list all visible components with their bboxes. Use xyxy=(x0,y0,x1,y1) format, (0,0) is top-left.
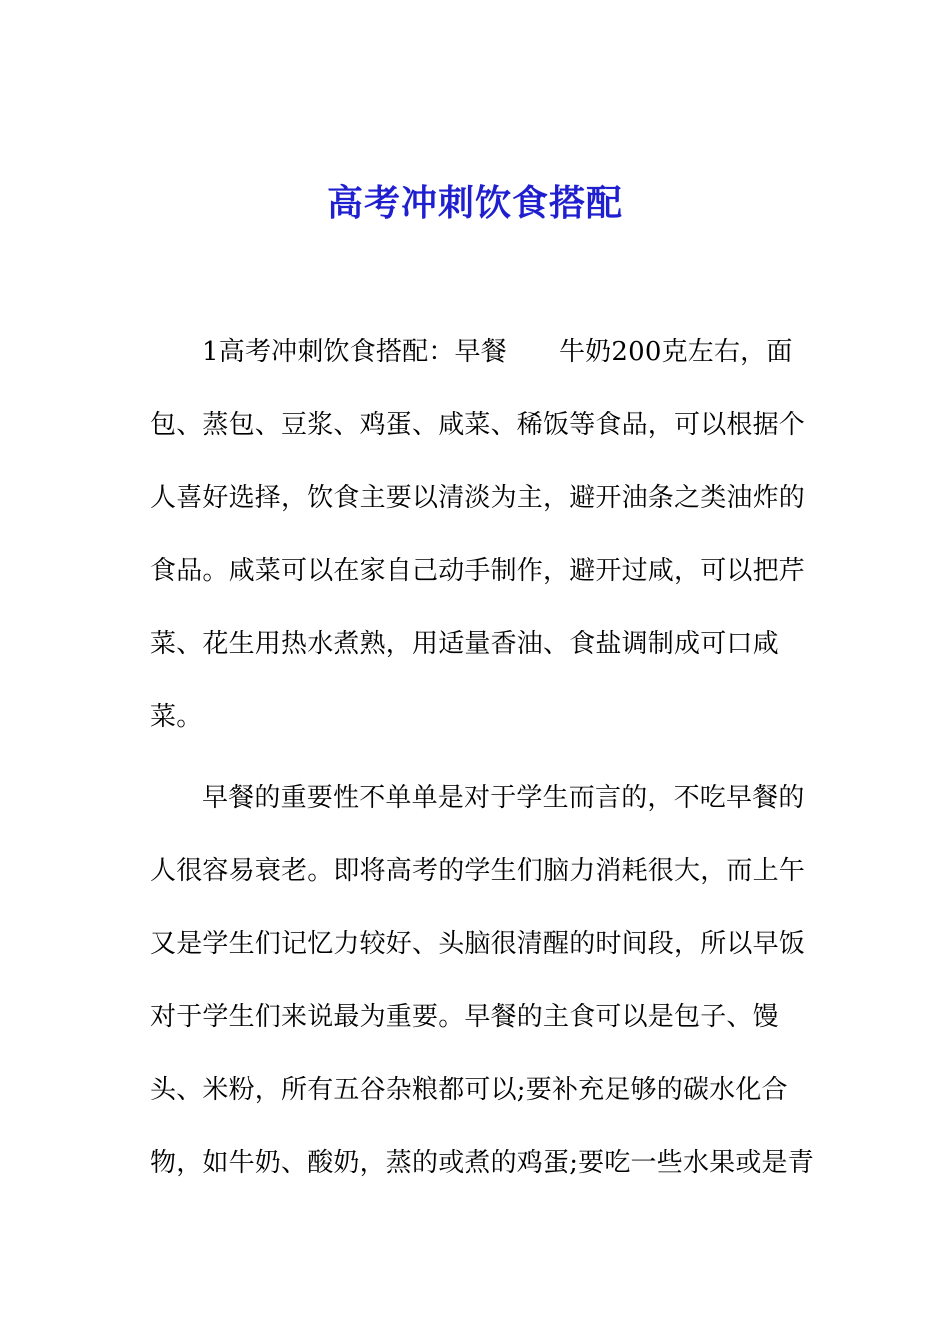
paragraph-1-line-5: 菜、花生用热水煮熟，用适量香油、食盐调制成可口咸 xyxy=(150,629,779,659)
paragraph-1-line-1 xyxy=(202,332,793,372)
paragraph-1-line-6: 菜。 xyxy=(150,702,203,732)
paragraph-1-line-3: 人喜好选择，饮食主要以清淡为主，避开油条之类油炸的 xyxy=(150,483,806,513)
paragraph-1-line-4: 食品。咸菜可以在家自己动手制作，避开过咸，可以把芹 xyxy=(150,556,806,586)
paragraph-1-line-1-tail: 牛奶200克左右，面 xyxy=(558,337,793,367)
paragraph-1-line-2: 包、蒸包、豆浆、鸡蛋、咸菜、稀饭等食品，可以根据个 xyxy=(150,410,806,440)
paragraph-2-line-5: 头、米粉，所有五谷杂粮都可以;要补充足够的碳水化合 xyxy=(150,1075,788,1105)
paragraph-1-line-1-head: 1高考冲刺饮食搭配：早餐 xyxy=(202,337,507,367)
paragraph-2-line-2: 人很容易衰老。即将高考的学生们脑力消耗很大，而上午 xyxy=(150,856,806,886)
paragraph-2-line-4: 对于学生们来说最为重要。早餐的主食可以是包子、馒 xyxy=(150,1002,779,1032)
paragraph-2-line-1: 早餐的重要性不单单是对于学生而言的，不吃早餐的 xyxy=(202,783,805,813)
document-title: 高考冲刺饮食搭配 xyxy=(326,182,623,224)
paragraph-2-line-3: 又是学生们记忆力较好、头脑很清醒的时间段，所以早饭 xyxy=(150,929,806,959)
paragraph-2-line-6: 物，如牛奶、酸奶，蒸的或煮的鸡蛋;要吃一些水果或是青 xyxy=(150,1148,814,1178)
